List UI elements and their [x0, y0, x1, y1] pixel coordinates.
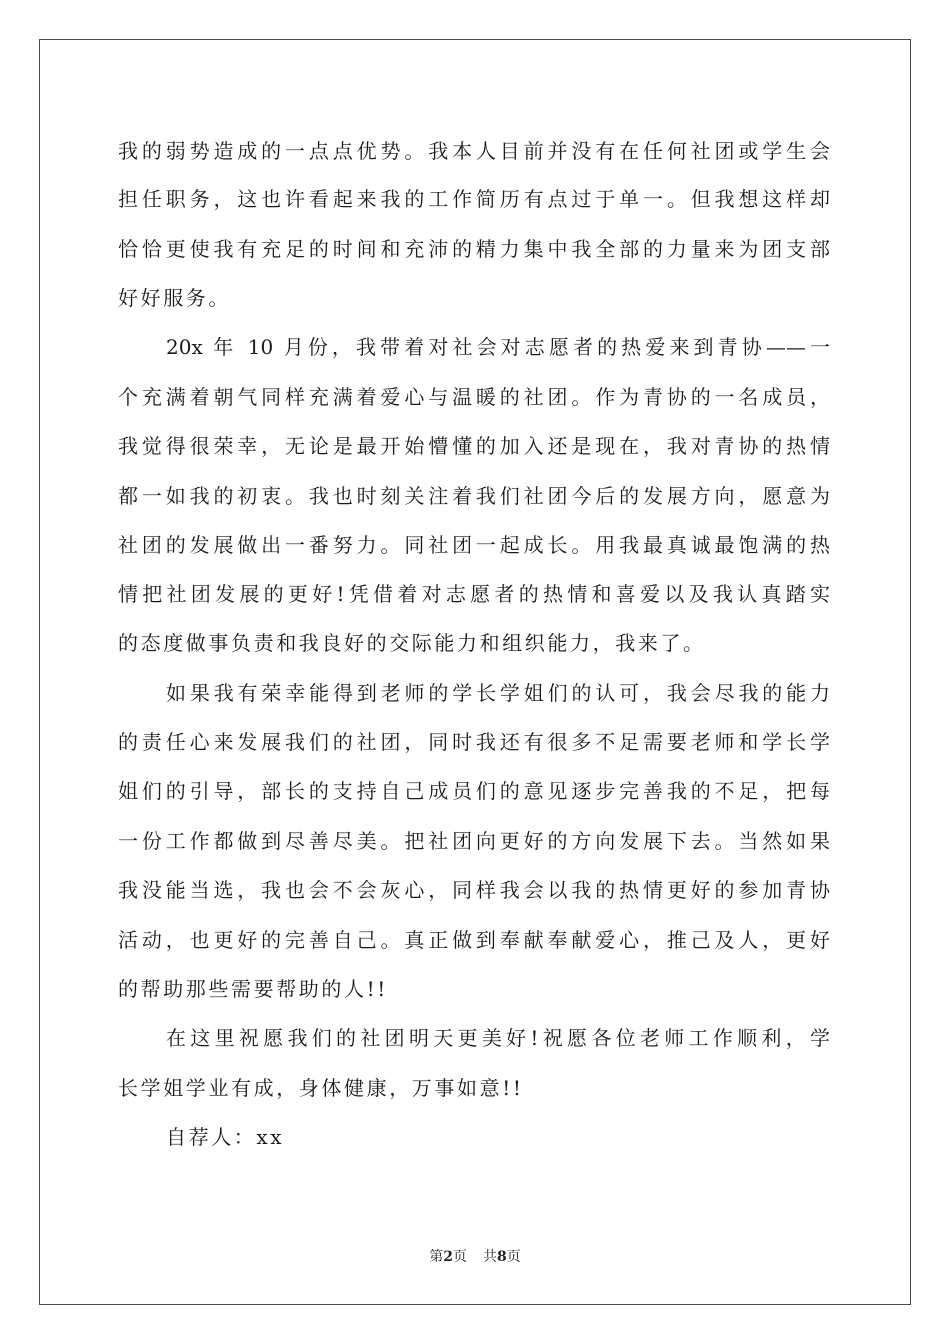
text-line: 的态度做事负责和我良好的交际能力和组织能力，我来了。 — [118, 631, 706, 655]
page-footer — [0, 1248, 950, 1266]
text-line: 恰恰更使我有充足的时间和充沛的精力集中我全部的力量来为团支部 — [118, 237, 830, 261]
text-line: 20x 年 10 月份，我带着对社会对志愿者的热爱来到青协——一 — [166, 335, 830, 359]
text-line: 的帮助那些需要帮助的人!! — [118, 977, 388, 1001]
total-pages-indicator: 共8页 — [483, 1249, 521, 1265]
text-line: 情把社团发展的更好!凭借着对志愿者的热情和喜爱以及我认真踏实 — [118, 582, 830, 606]
page-border — [39, 39, 911, 1305]
text-line: 担任职务，这也许看起来我的工作简历有点过于单一。但我想这样却 — [118, 187, 830, 211]
text-line: 一份工作都做到尽善尽美。把社团向更好的方向发展下去。当然如果 — [118, 829, 830, 853]
text-line: 如果我有荣幸能得到老师的学长学姐们的认可，我会尽我的能力 — [166, 681, 830, 705]
text-line: 都一如我的初衷。我也时刻关注着我们社团今后的发展方向，愿意为 — [118, 484, 830, 508]
signature-line: 自荐人：xx — [166, 1125, 285, 1149]
text-line: 好好服务。 — [118, 286, 231, 310]
text-line: 我觉得很荣幸，无论是最开始懵懂的加入还是现在，我对青协的热情 — [118, 434, 830, 458]
text-line: 我的弱势造成的一点点优势。我本人目前并没有在任何社团或学生会 — [118, 139, 830, 163]
text-line: 姐们的引导，部长的支持自己成员们的意见逐步完善我的不足，把每 — [118, 779, 830, 803]
page-number: 2 — [443, 1249, 453, 1265]
text-line: 的责任心来发展我们的社团，同时我还有很多不足需要老师和学长学 — [118, 730, 830, 754]
text-line: 长学姐学业有成，身体健康，万事如意!! — [118, 1076, 524, 1100]
page-indicator: 第2页 — [429, 1249, 467, 1265]
text-line: 活动，也更好的完善自己。真正做到奉献奉献爱心，推己及人，更好 — [118, 928, 830, 952]
total-pages-number: 8 — [497, 1249, 507, 1265]
text-line: 在这里祝愿我们的社团明天更美好!祝愿各位老师工作顺利，学 — [166, 1026, 830, 1050]
text-line: 个充满着朝气同样充满着爱心与温暖的社团。作为青协的一名成员， — [118, 385, 830, 409]
text-line: 社团的发展做出一番努力。同社团一起成长。用我最真诚最饱满的热 — [118, 533, 830, 557]
text-line: 我没能当选，我也会不会灰心，同样我会以我的热情更好的参加青协 — [118, 878, 830, 902]
